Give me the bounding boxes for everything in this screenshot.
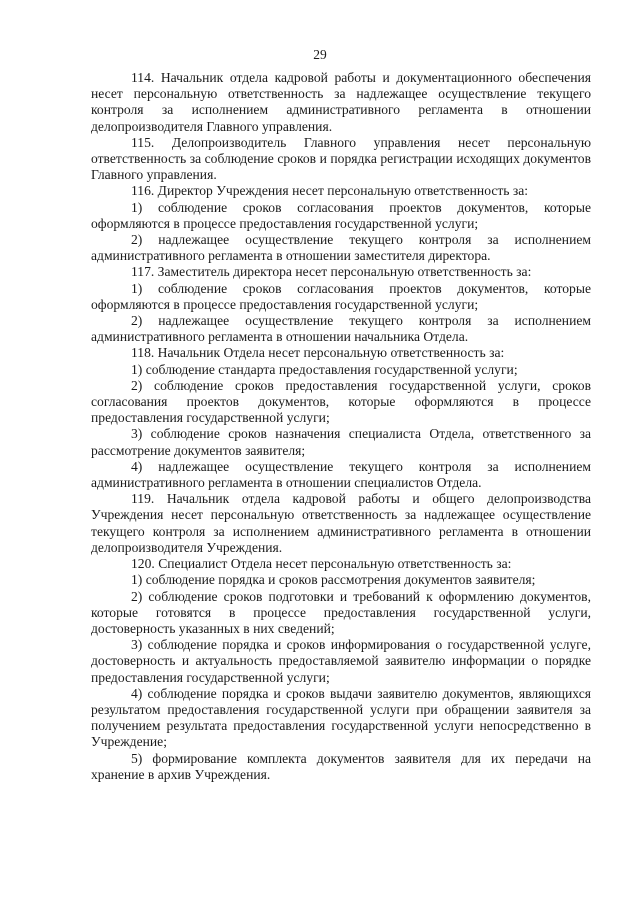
paragraph-118-item-1: 1) соблюдение стандарта предоставления государственной услуги;	[131, 361, 518, 377]
paragraph-119: 119. Начальник отдела кадровой работы и общего делопроизводства Учреждения несет персональную ответственность за надлежащее осуществление текущего контроля за исполнением административного регламента в отношении делопроизводителя Учреждения.	[91, 491, 591, 555]
paragraph-118-item-2: 2) соблюдение сроков предоставления государственной услуги, сроков согласования проектов документов, которые оформляются в процессе предоставления государственной услуги;	[91, 377, 591, 426]
paragraph-117-item-2: 2) надлежащее осуществление текущего контроля за исполнением административного регламента в отношении начальника Отдела.	[91, 313, 591, 345]
page-number: 29	[313, 47, 327, 62]
paragraph-117: 117. Заместитель директора несет персональную ответственность за:	[131, 264, 532, 280]
paragraph-118-item-4: 4) надлежащее осуществление текущего контроля за исполнением административного регламента в отношении специалистов Отдела.	[91, 458, 591, 491]
paragraph-118: 118. Начальник Отдела несет персональную ответственность за:	[131, 345, 505, 361]
paragraph-120-item-4: 4) соблюдение порядка и сроков выдачи заявителю документов, являющихся результатом предоставления государственной услуги при обращении заявителя за получением результата предоставления государственной услуги непосредственно в Учреждение;	[91, 685, 591, 750]
paragraph-120-item-3: 3) соблюдение порядка и сроков информирования о государственной услуге, достоверность и актуальность предоставляемой заявителю информации о порядке предоставления государственной услуги;	[91, 637, 591, 685]
paragraph-116: 116. Директор Учреждения несет персональную ответственность за:	[131, 183, 529, 199]
paragraph-116-item-1: 1) соблюдение сроков согласования проектов документов, которые оформляются в процессе предоставления государственной услуги;	[91, 199, 591, 231]
paragraph-116-item-2: 2) надлежащее осуществление текущего контроля за исполнением административного регламента в отношении заместителя директора.	[91, 232, 591, 264]
paragraph-115: 115. Делопроизводитель Главного управления несет персональную ответственность за соблюдение сроков и порядка регистрации исходящих документов Главного управления.	[91, 134, 591, 183]
paragraph-120-item-5: 5) формирование комплекта документов заявителя для их передачи на хранение в архив Учреждения.	[91, 750, 591, 782]
paragraph-120: 120. Специалист Отдела несет персональную ответственность за:	[131, 556, 512, 572]
paragraph-117-item-1: 1) соблюдение сроков согласования проектов документов, которые оформляются в процессе предоставления государственной услуги;	[91, 280, 591, 312]
paragraph-120-item-1: 1) соблюдение порядка и сроков рассмотрения документов заявителя;	[131, 572, 536, 588]
paragraph-114: 114. Начальник отдела кадровой работы и документационного обеспечения несет персональную ответственность за надлежащее осуществление текущего контроля за исполнением административного регламента в отношении делопроизводителя Главного управления.	[91, 70, 591, 134]
document-body	[91, 70, 591, 783]
paragraph-118-item-3: 3) соблюдение сроков назначения специалиста Отдела, ответственного за рассмотрение документов заявителя;	[91, 426, 591, 458]
paragraph-120-item-2: 2) соблюдение сроков подготовки и требований к оформлению документов, которые готовятся в процессе предоставления государственной услуги, достоверность указанных в них сведений;	[91, 588, 591, 636]
